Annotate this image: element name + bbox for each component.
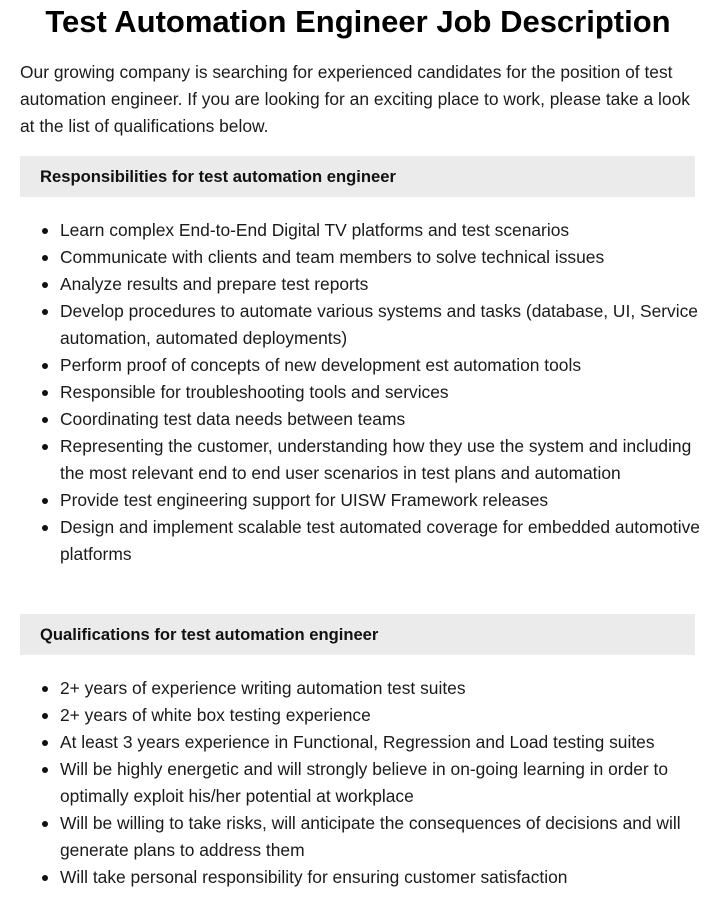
list-item-text: Will take personal responsibility for ensuring customer satisfaction (60, 867, 568, 887)
bullet-icon (42, 309, 48, 315)
list-item-text: Perform proof of concepts of new development est automation tools (60, 355, 582, 375)
list-item (0, 675, 720, 702)
page-title: Test Automation Engineer Job Description (45, 4, 671, 39)
list-item (0, 487, 720, 514)
bullet-icon (42, 282, 48, 288)
list-item-text: Analyze results and prepare test reports (60, 274, 369, 294)
bullet-icon (42, 740, 48, 746)
list-item-text: Responsible for troubleshooting tools and services (60, 382, 449, 402)
list-item (0, 271, 720, 298)
list-item (0, 702, 720, 729)
list-item-text: Will be willing to take risks, will anticipate the consequences of decisions and will generate plans to address them (60, 813, 681, 860)
list-item-text: 2+ years of white box testing experience (60, 705, 371, 725)
list-item (0, 244, 720, 271)
list-item (0, 514, 720, 568)
list-item-text: Communicate with clients and team members to solve technical issues (60, 247, 605, 267)
intro-paragraph: Our growing company is searching for experienced candidates for the position of test automation engineer. If you are looking for an exciting place to work, please take a look at the list of qualifications below. (20, 62, 690, 136)
list-item (0, 864, 720, 891)
list-item-text: 2+ years of experience writing automation test suites (60, 678, 466, 698)
list-item (0, 298, 720, 352)
list-item (0, 406, 720, 433)
list-item-text: Develop procedures to automate various systems and tasks (database, UI, Service automation, automated deployments) (60, 301, 698, 348)
list-item (0, 756, 720, 810)
list-item-text: Will be highly energetic and will strongly believe in on-going learning in order to optimally exploit his/her potential at workplace (60, 759, 669, 806)
list-item-text: Representing the customer, understanding how they use the system and including the most relevant end to end user scenarios in test plans and automation (60, 436, 692, 483)
qualifications-heading: Qualifications for test automation engineer (20, 614, 695, 655)
bullet-icon (42, 767, 48, 773)
bullet-icon (42, 821, 48, 827)
bullet-icon (42, 713, 48, 719)
bullet-icon (42, 228, 48, 234)
bullet-icon (42, 875, 48, 881)
bullet-icon (42, 417, 48, 423)
list-item (0, 810, 720, 864)
list-item-text: Coordinating test data needs between teams (60, 409, 406, 429)
bullet-icon (42, 363, 48, 369)
list-item (0, 352, 720, 379)
list-item (0, 379, 720, 406)
responsibilities-heading: Responsibilities for test automation engineer (20, 156, 695, 197)
bullet-icon (42, 525, 48, 531)
bullet-icon (42, 498, 48, 504)
bullet-icon (42, 255, 48, 261)
list-item (0, 433, 720, 487)
list-item (0, 217, 720, 244)
list-item-text: Learn complex End-to-End Digital TV platforms and test scenarios (60, 220, 570, 240)
list-item-text: At least 3 years experience in Functional, Regression and Load testing suites (60, 732, 655, 752)
qualifications-list (0, 675, 720, 891)
list-item (0, 729, 720, 756)
list-item-text: Design and implement scalable test automated coverage for embedded automotive platforms (60, 517, 700, 564)
bullet-icon (42, 390, 48, 396)
bullet-icon (42, 686, 48, 692)
list-item-text: Provide test engineering support for UISW Framework releases (60, 490, 549, 510)
responsibilities-list (0, 217, 720, 568)
bullet-icon (42, 444, 48, 450)
